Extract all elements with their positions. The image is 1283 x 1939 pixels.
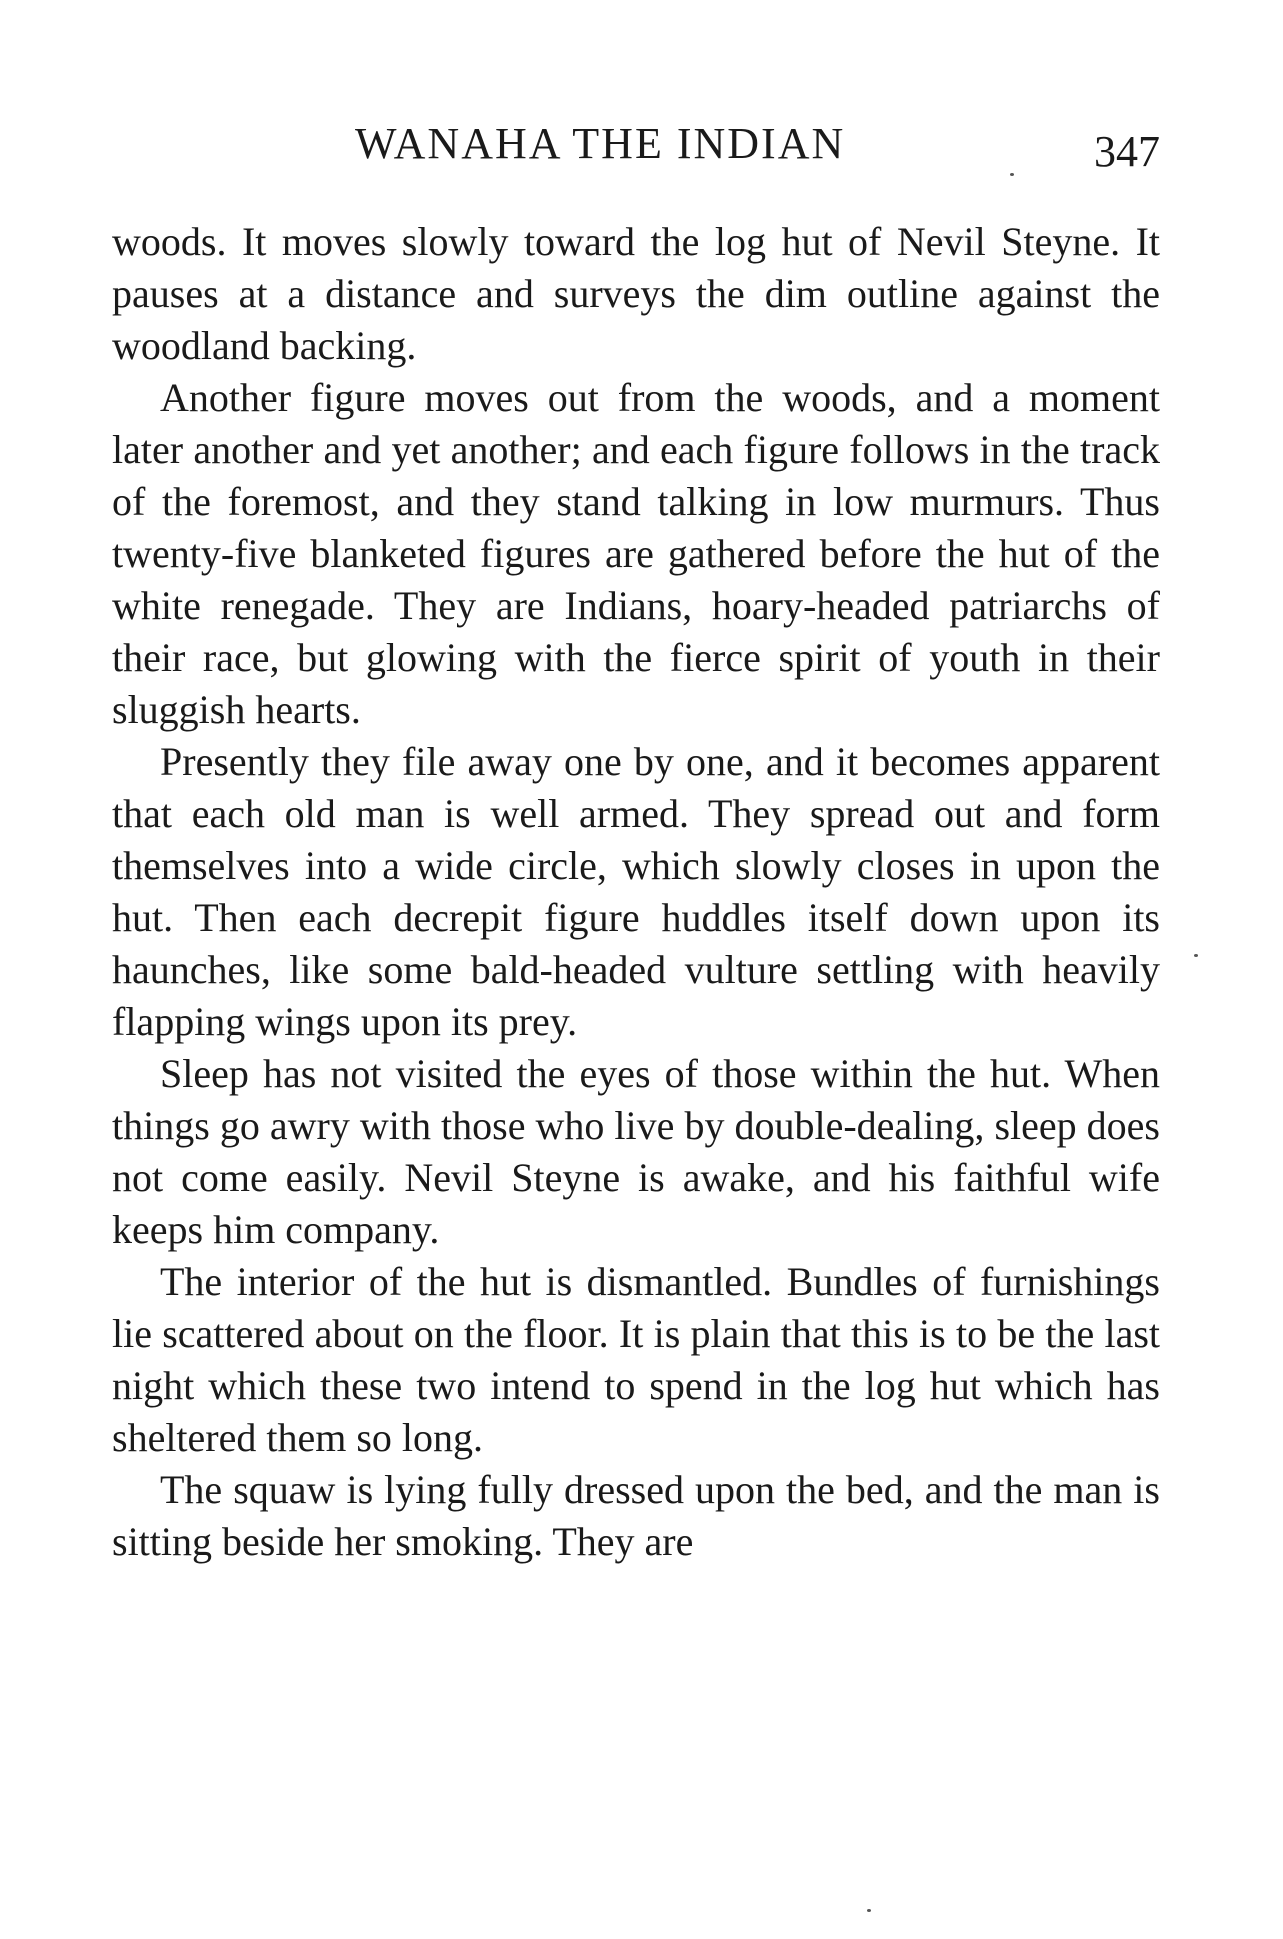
paragraph: The interior of the hut is dismantled. Bundles of furnishings lie scattered about on the floor. It is plain that this is to be the last night which these two intend to spend in the log hut which has sheltered them so long. <box>112 1259 1160 1460</box>
paragraph: The squaw is lying fully dressed upon the bed, and the man is sitting beside her smoking. They are <box>112 1467 1160 1564</box>
print-speck <box>867 1909 871 1912</box>
print-speck <box>1010 173 1014 176</box>
running-head <box>110 118 1160 178</box>
running-title: WANAHA THE INDIAN <box>355 119 846 168</box>
paragraph: woods. It moves slowly toward the log hut of Nevil Steyne. It pauses at a distance and surveys the dim outline against the woodland backing. <box>112 219 1160 368</box>
body-text <box>112 216 1160 1568</box>
paragraph: Sleep has not visited the eyes of those within the hut. When things go awry with those who live by double-dealing, sleep does not come easily. Nevil Steyne is awake, and his faithful wife keeps him company. <box>112 1051 1160 1252</box>
paragraph: Presently they file away one by one, and it becomes apparent that each old man is well armed. They spread out and form themselves into a wide circle, which slowly closes in upon the hut. Then each decrepit figure huddles itself down upon its haunches, like some bald-headed vulture settling with heavily flapping wings upon its prey. <box>112 739 1160 1044</box>
page-number: 347 <box>1094 127 1160 176</box>
paragraph: Another figure moves out from the woods, and a moment later another and yet another; and each figure follows in the track of the foremost, and they stand talking in low murmurs. Thus twenty-five blanketed figures are gathered before the hut of the white renegade. They are Indians, hoary-headed patriarchs of their race, but glowing with the fierce spirit of youth in their sluggish hearts. <box>112 375 1160 732</box>
print-speck <box>1194 954 1198 957</box>
